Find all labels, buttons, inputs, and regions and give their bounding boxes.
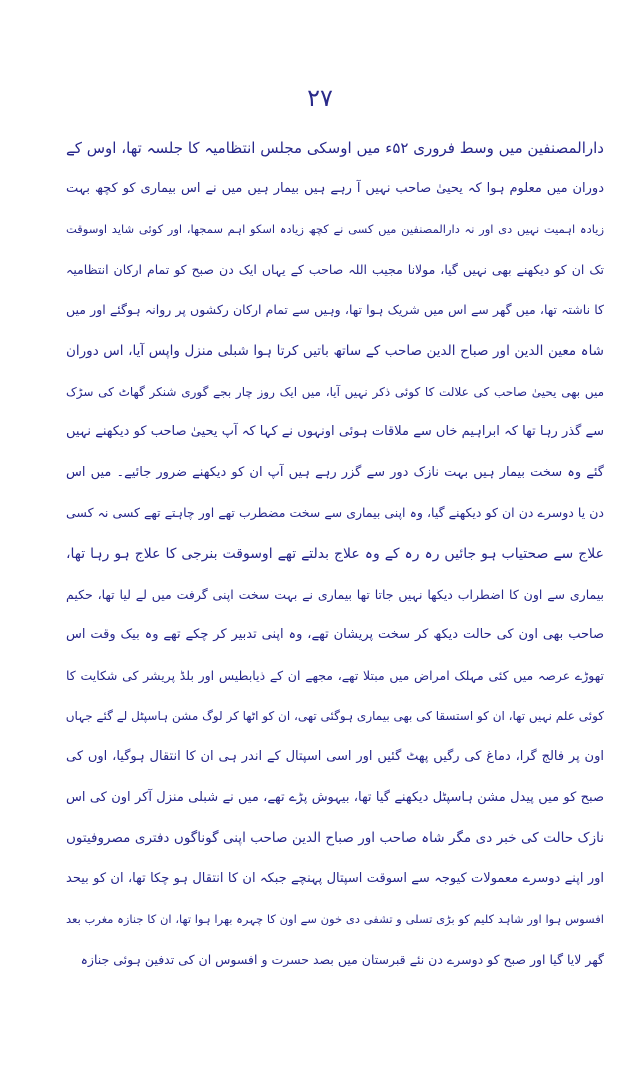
text-line: دوران میں معلوم ہوا کہ یحییٰ صاحب نہیں آ رہے ہیں بیمار ہیں میں نے اس بیماری کو کچھ بہت bbox=[66, 180, 604, 196]
text-line: گھر لایا گیا اور صبح کو دوسرے دن نئے قبرستان میں بصد حسرت و افسوس ان کی تدفین ہوئی جنازہ bbox=[80, 951, 604, 967]
text-line: زیادہ اہمیت نہیں دی اور نہ دارالمصنفین میں کسی نے کچھ زیادہ اسکو اہم سمجھا، اور کوئی شاید اوسوقت bbox=[66, 222, 604, 237]
text-line: تک ان کو دیکھنے بھی نہیں گیا، مولانا مجیب اللہ صاحب کے یہاں ایک دن صبح کو تمام ارکان انتظامیہ bbox=[66, 261, 604, 277]
text-line: کا ناشتہ تھا، میں گھر سے اس میں شریک ہوا تھا، وہیں سے تمام ارکان رکشوں پر روانہ ہوگئے اور میں bbox=[66, 302, 604, 318]
text-line: اور اپنے دوسرے معمولات کیوجہ سے اسوقت اسپتال پہنچے جبکہ ان کا انتقال ہو چکا تھا، ان کو بیحد bbox=[66, 870, 604, 886]
text-line: سے گذر رہا تھا کہ ابراہیم خاں سے ملاقات ہوئی اونہوں نے کہا کہ آپ یحییٰ صاحب کو دیکھنے نہیں bbox=[66, 424, 604, 440]
text-line: علاج سے صحتیاب ہو جائیں رہ رہ کے وہ علاج بدلتے تھے اوسوقت بنرجی کا علاج ہو رہا تھا، bbox=[66, 545, 604, 562]
body-text bbox=[66, 128, 604, 980]
text-line: اون پر فالج گرا، دماغ کی رگیں پھٹ گئیں اور اسی اسپتال کے اندر ہی ان کا انتقال ہوگیا، اوں کی bbox=[66, 748, 604, 764]
text-line: صاحب بھی اون کی حالت دیکھ کر سخت پریشان تھے، وہ اپنی تدبیر کر چکے تھے وہ بیک وقت اس bbox=[66, 627, 604, 643]
text-line: دارالمصنفین میں وسط فروری ۵۲ء میں اوسکی مجلس انتظامیہ کا جلسہ تھا، اوس کے bbox=[66, 139, 604, 157]
text-line: تھوڑے عرصہ میں کئی مہلک امراض میں مبتلا تھے، مجھے ان کے ذیابطیس اور بلڈ پریشر کی شکایت کا bbox=[66, 667, 604, 683]
text-line: کوئی علم نہیں تھا، ان کو استسقا کی بھی بیماری ہوگئی تھی، ان کو اٹھا کر لوگ مشن ہاسپٹل لے گئے جہاں bbox=[66, 709, 604, 724]
text-line: بیماری سے اون کا اضطراب دیکھا نہیں جاتا تھا بیماری نے بہت سخت اپنی گرفت میں لے لیا تھا، حکیم bbox=[66, 586, 604, 602]
page-number: ۲۷ bbox=[307, 84, 333, 112]
text-line: افسوس ہوا اور شاہد کلیم کو بڑی تسلی و تشفی دی خون سے اون کا چہرہ بھرا ہوا تھا، ان کا جنازہ مغرب بعد bbox=[66, 912, 604, 927]
text-line: شاہ معین الدین اور صباح الدین صاحب کے ساتھ باتیں کرتا ہوا شبلی منزل واپس آیا، اس دوران bbox=[66, 342, 604, 359]
text-line: دن یا دوسرے دن ان کو دیکھنے گیا، وہ اپنی بیماری سے سخت مضطرب تھے اور چاہتے تھے کسی نہ کسی bbox=[66, 505, 604, 521]
text-line: نازک حالت کی خبر دی مگر شاہ صاحب اور صباح الدین صاحب اپنی گوناگوں دفتری مصروفیتوں bbox=[66, 830, 604, 847]
text-line: گئے وہ سخت بیمار ہیں بہت نازک دور سے گزر رہے ہیں آپ ان کو دیکھنے ضرور جائیے۔ میں اس bbox=[66, 464, 604, 480]
text-line: میں بھی یحییٰ صاحب کی علالت کا کوئی ذکر نہیں آیا، میں ایک روز چار بجے گوری شنکر گھاٹ کی سڑک bbox=[66, 384, 604, 399]
text-line: صبح کو میں پیدل مشن ہاسپٹل دیکھنے گیا تھا، بیہوش پڑے تھے، میں نے شبلی منزل آکر اون کی اس bbox=[66, 789, 604, 805]
